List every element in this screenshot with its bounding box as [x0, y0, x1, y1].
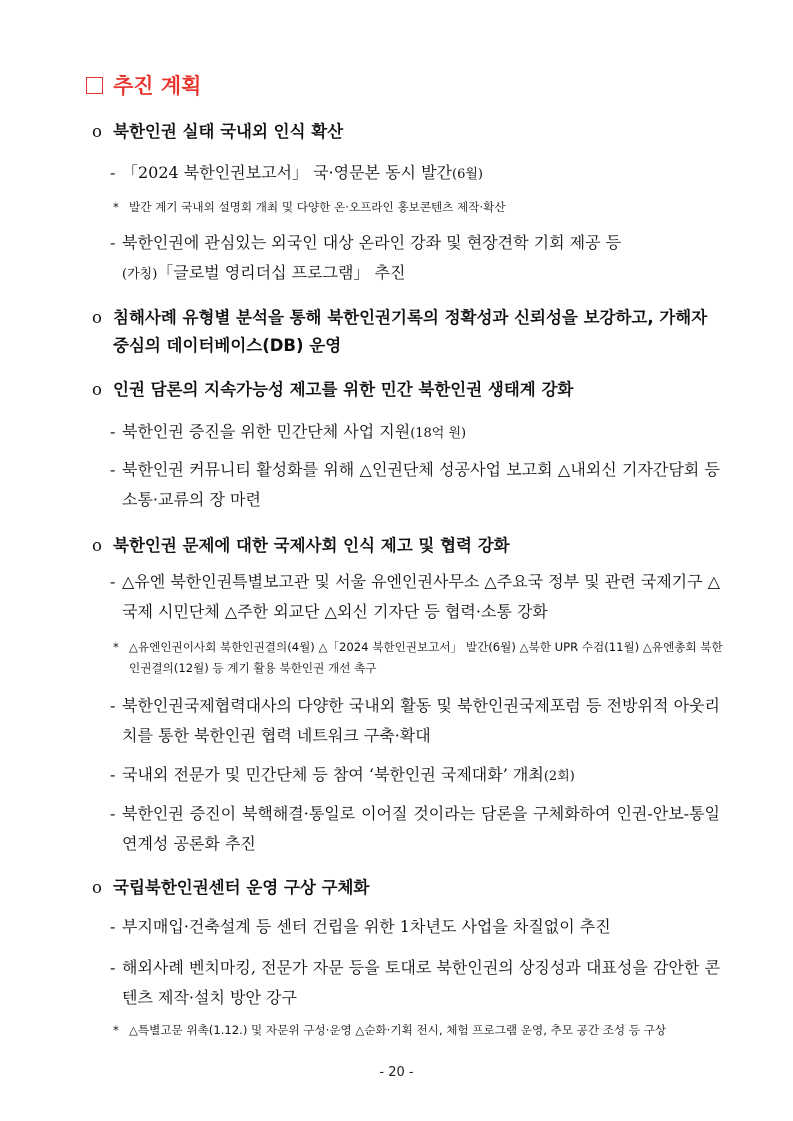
note-item — [113, 637, 729, 679]
sub-item — [110, 417, 720, 449]
plan-item-heading: 침해사례 유형별 분석을 통해 북한인권기록의 정확성과 신뢰성을 보강하고, 가해자 중심의 데이터베이스(DB) 운영 — [113, 308, 708, 355]
plan-item — [92, 874, 723, 902]
sub-item-text: 북한인권 커뮤니티 활성화를 위해 △인권단체 성공사업 보고회 △내외신 기자간담회 등 소통·교류의 장 마련 — [122, 460, 720, 509]
sub-item-text: 북한인권 증진을 위한 민간단체 사업 지원 — [122, 422, 411, 441]
asterisk-icon: * — [113, 1023, 119, 1037]
dash-icon: - — [110, 917, 116, 936]
plan-item — [92, 118, 723, 146]
sub-item-text: 「2024 북한인권보고서」 국·영문본 동시 발간 — [122, 163, 452, 182]
sub-item — [110, 455, 720, 515]
section-title — [86, 70, 201, 100]
sub-item — [110, 799, 720, 859]
sub-item — [110, 953, 720, 1013]
section-title-text: 추진 계획 — [113, 74, 202, 98]
plan-item-heading: 국립북한인권센터 운영 구상 구체화 — [113, 878, 370, 897]
bullet-icon: o — [92, 380, 102, 399]
sub-item-text: 해외사례 벤치마킹, 전문가 자문 등을 토대로 북한인권의 상징성과 대표성을 감안한 콘텐츠 제작·설치 방안 강구 — [122, 958, 720, 1007]
sub-item — [110, 228, 720, 290]
sub-item — [110, 158, 720, 190]
sub-item-tail: (6월) — [452, 167, 483, 182]
sub-item-prefix: (가칭) — [122, 267, 158, 282]
sub-item-text: 북한인권에 관심있는 외국인 대상 온라인 강좌 및 현장견학 기회 제공 등 — [122, 233, 622, 252]
plan-item — [92, 376, 723, 404]
dash-icon: - — [110, 958, 116, 977]
bullet-icon: o — [92, 878, 102, 897]
note-item — [113, 1020, 729, 1041]
note-text: △유엔인권이사회 북한인권결의(4월) △「2024 북한인권보고서」 발간(6월) △북한 UPR 수검(11월) △유엔총회 북한인권결의(12월) 등 계기 활용 북한인권 개선 촉구 — [129, 640, 723, 675]
asterisk-icon: * — [113, 200, 119, 214]
plan-item — [92, 304, 723, 360]
dash-icon: - — [110, 460, 116, 479]
dash-icon: - — [110, 765, 116, 784]
dash-icon: - — [110, 572, 116, 591]
sub-item-text: 북한인권 증진이 북핵해결·통일로 이어질 것이라는 담론을 구체화하여 인권-안보-통일 연계성 공론화 추진 — [122, 804, 720, 853]
sub-item-tail: (18억 원) — [410, 426, 467, 441]
sub-item — [110, 691, 720, 751]
page-number: - 20 - — [379, 1065, 414, 1080]
plan-item — [92, 532, 723, 560]
sub-item-text: 국내외 전문가 및 민간단체 등 참여 ‘북한인권 국제대화’ 개최 — [122, 765, 544, 784]
bullet-icon: o — [92, 536, 102, 555]
sub-item-tail: (2회) — [543, 769, 575, 784]
plan-item-heading: 북한인권 문제에 대한 국제사회 인식 제고 및 협력 강화 — [113, 536, 510, 555]
dash-icon: - — [110, 422, 116, 441]
note-text: △특별고문 위촉(1.12.) 및 자문위 구성·운영 △순화·기획 전시, 체험 프로그램 운영, 추모 공간 조성 등 구상 — [129, 1023, 667, 1037]
dash-icon: - — [110, 804, 116, 823]
sub-item-text: 북한인권국제협력대사의 다양한 국내외 활동 및 북한인권국제포럼 등 전방위적 아웃리치를 통한 북한인권 협력 네트워크 구축·확대 — [122, 696, 720, 745]
sub-item — [110, 912, 720, 942]
note-text: 발간 계기 국내외 설명회 개최 및 다양한 온·오프라인 홍보콘텐츠 제작·확산 — [129, 200, 506, 214]
sub-item-continuation: 「글로벌 영리더십 프로그램」 추진 — [157, 263, 406, 282]
dash-icon: - — [110, 233, 116, 252]
sub-item — [110, 760, 720, 792]
sub-item-text: 부지매입·건축설계 등 센터 건립을 위한 1차년도 사업을 차질없이 추진 — [122, 917, 611, 936]
sub-item-text: △유엔 북한인권특별보고관 및 서울 유엔인권사무소 △주요국 정부 및 관련 국제기구 △국제 시민단체 △주한 외교단 △외신 기자단 등 협력·소통 강화 — [122, 572, 720, 621]
note-item — [113, 197, 729, 218]
plan-item-heading: 인권 담론의 지속가능성 제고를 위한 민간 북한인권 생태계 강화 — [113, 380, 574, 399]
dash-icon: - — [110, 163, 116, 182]
plan-item-heading: 북한인권 실태 국내외 인식 확산 — [113, 122, 344, 141]
bullet-icon: o — [92, 308, 102, 327]
checkbox-icon — [86, 77, 103, 94]
dash-icon: - — [110, 696, 116, 715]
asterisk-icon: * — [113, 640, 119, 654]
bullet-icon: o — [92, 122, 102, 141]
sub-item — [110, 567, 720, 627]
